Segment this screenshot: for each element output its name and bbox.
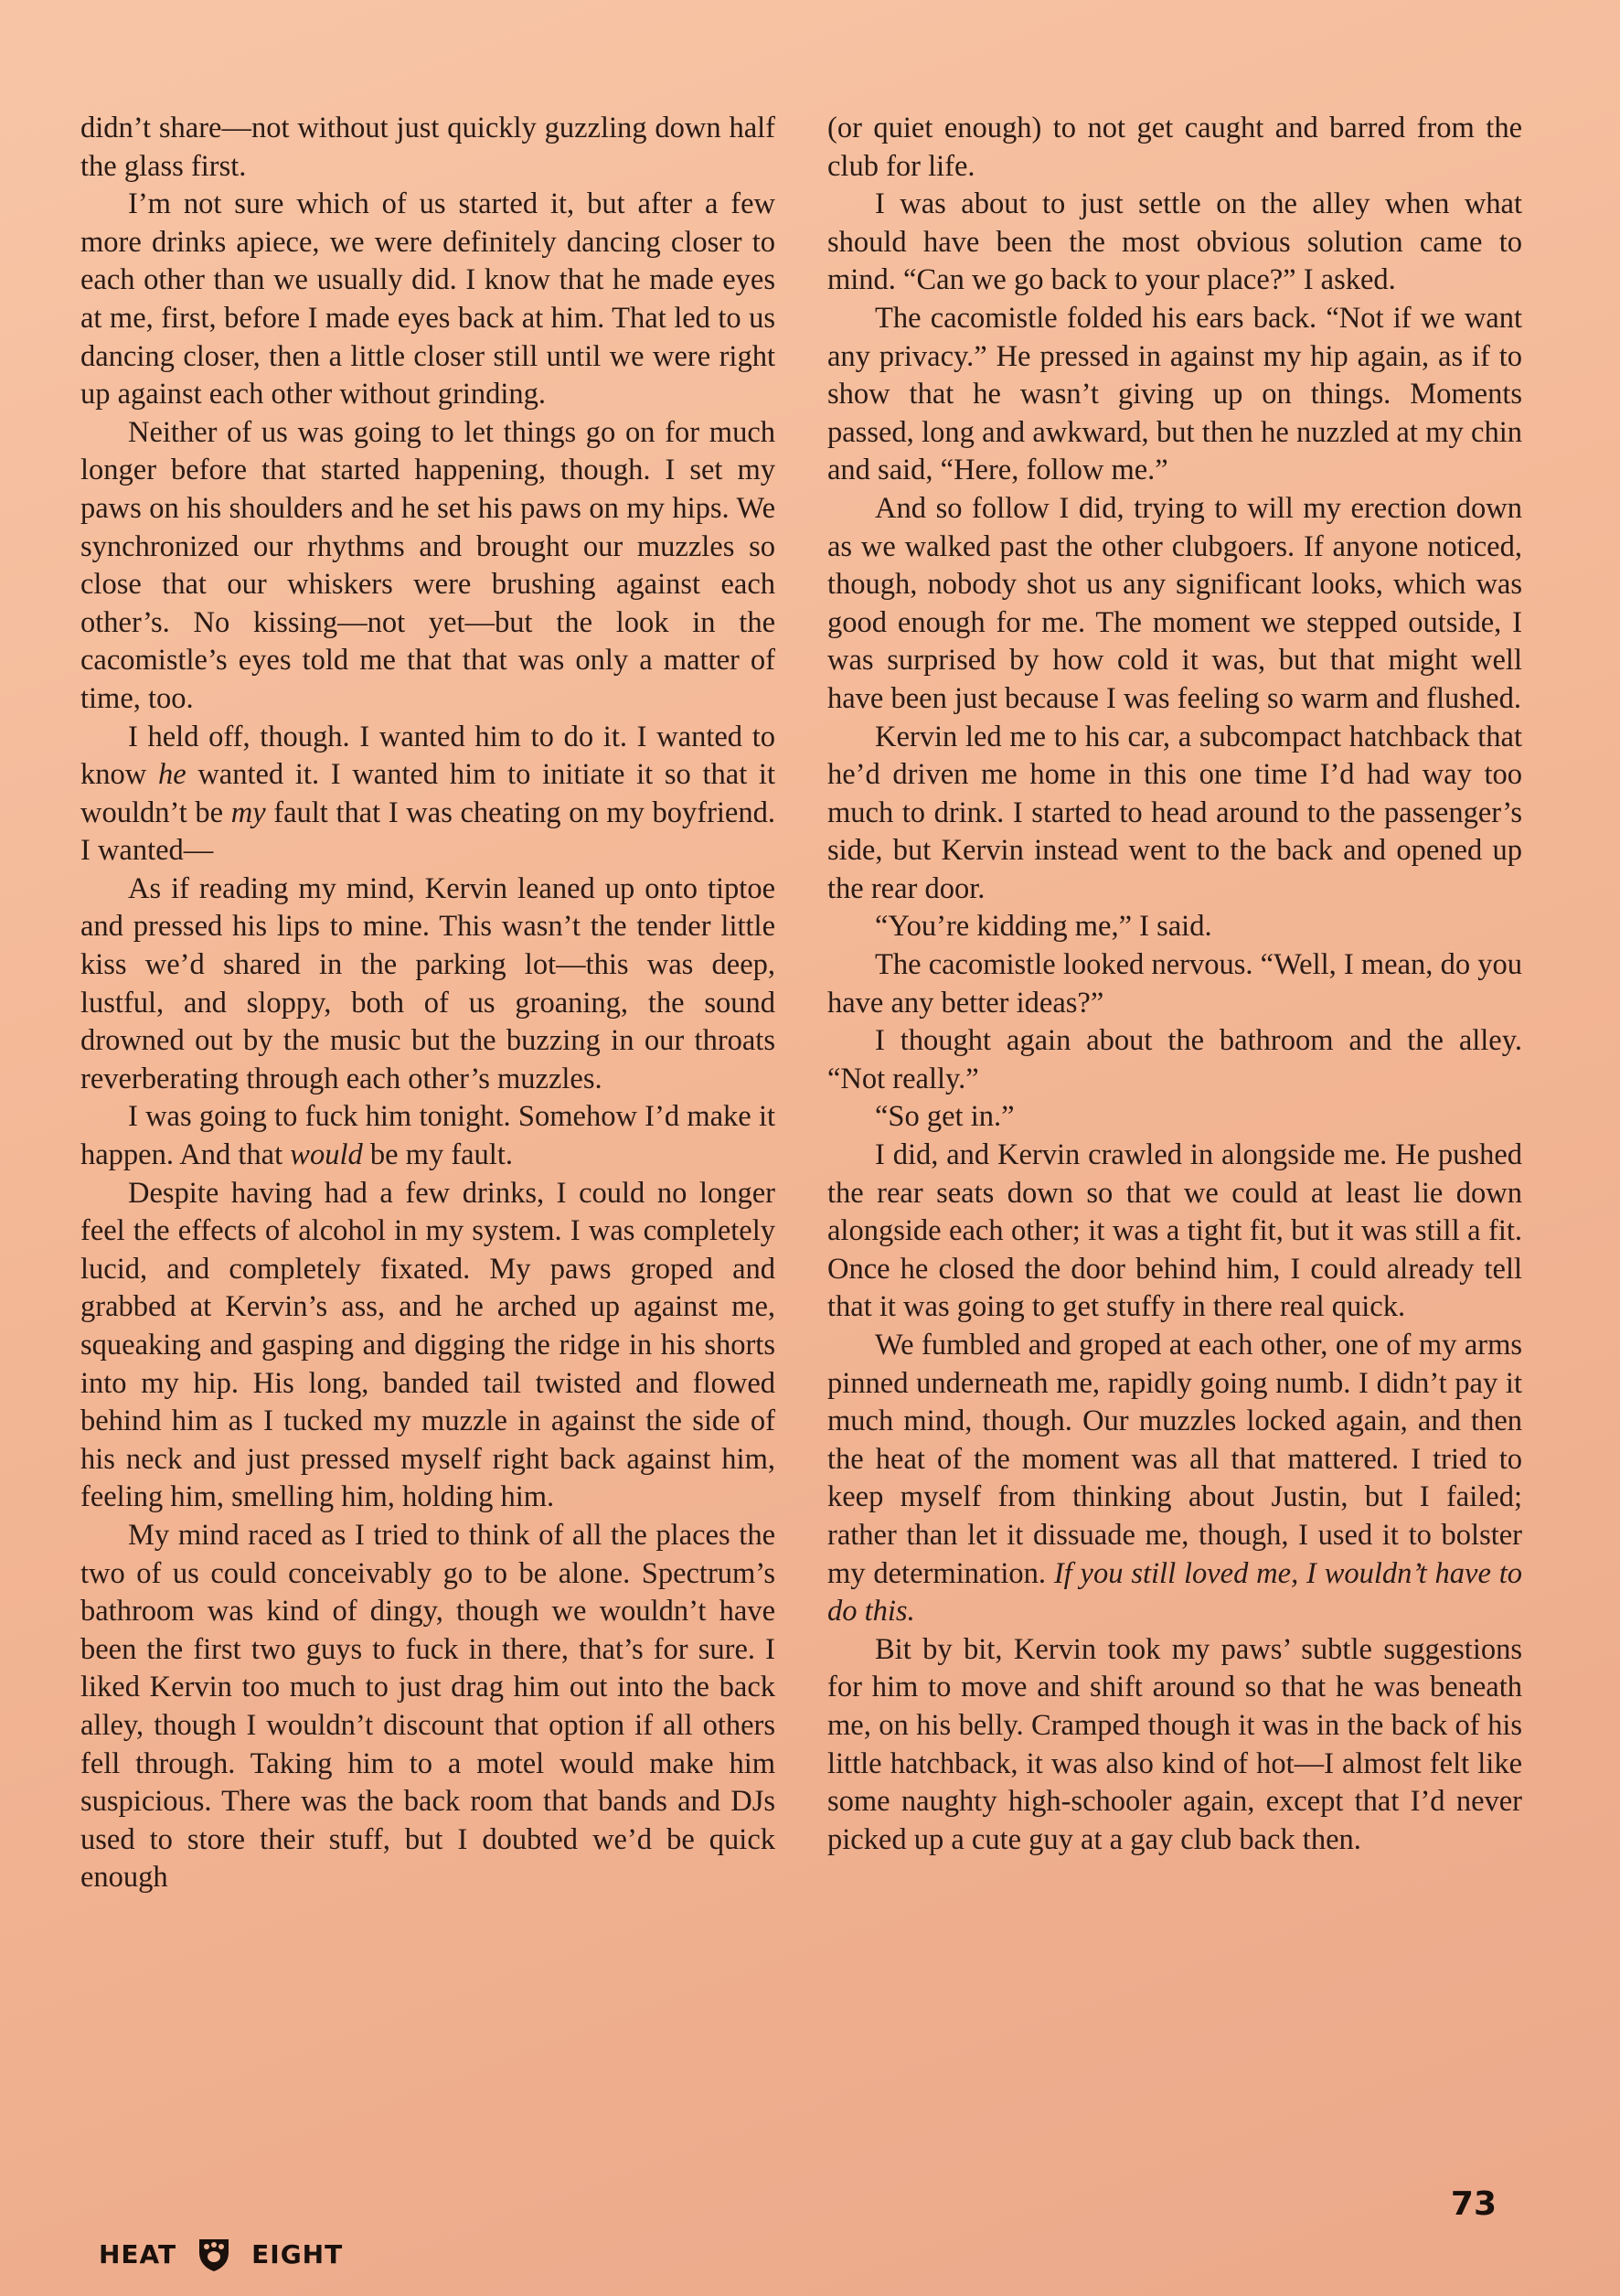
footer-imprint xyxy=(99,2236,343,2272)
paragraph: I’m not sure which of us started it, but after a few more drinks apiece, we were definitely dancing closer to each other than we usually did. I know that he made eyes at me, first, before I made eyes back at him. That led to us dancing closer, then a little closer still until we were right up against each other without grinding. xyxy=(80,187,775,411)
text-run: wanted it. I wanted him to initiate it so that it wouldn’t be xyxy=(80,758,775,829)
text-run: fault that I was cheating on my boyfriend. I wanted— xyxy=(80,796,775,868)
text-run: We fumbled and groped at each other, one of my arms pinned underneath me, rapidly going numb. I didn’t pay it much mind, though. Our muzzles locked again, and then the heat of the moment was all that mattered. I tried to keep myself from thinking about Justin, but I failed; rather than let it dissuade me, though, I used it to bolster my determination. xyxy=(827,1329,1522,1590)
italic-text: my xyxy=(230,796,266,829)
paragraph: I thought again about the bathroom and the alley. “Not really.” xyxy=(827,1024,1522,1095)
page-number: 73 xyxy=(1450,2185,1497,2223)
paragraph: Bit by bit, Kervin took my paws’ subtle suggestions for him to move and shift around so that he was beneath me, on his belly. Cramped though it was in the back of his little hatchback, it was also kind of hot—I almost felt like some naughty high-schooler again, except that I’d never picked up a cute guy at a gay club back then. xyxy=(827,1632,1522,1856)
imprint-word-heat: HEAT xyxy=(99,2238,177,2269)
left-column xyxy=(80,110,775,1897)
text-run: be my fault. xyxy=(362,1138,513,1172)
paragraph: (or quiet enough) to not get caught and barred from the club for life. xyxy=(827,112,1522,183)
paragraph: And so follow I did, trying to will my erection down as we walked past the other clubgoers. If anyone noticed, though, nobody shot us any significant looks, which was good enough for me. The moment we stepped outside, I was surprised by how cold it was, but that might well have been just because I was feeling so warm and flushed. xyxy=(827,491,1522,715)
paragraph: As if reading my mind, Kervin leaned up onto tiptoe and pressed his lips to mine. This wasn’t the tender little kiss we’d shared in the parking lot—this was deep, lustful, and sloppy, both of us groaning, the sound drowned out by the music but the buzzing in our throats reverberating through each other’s muzzles. xyxy=(80,871,775,1095)
paragraph: Kervin led me to his car, a subcompact hatchback that he’d driven me home in this one time I’d had way too much to drink. I started to head around to the passenger’s side, but Kervin instead went to the back and opened up the rear door. xyxy=(827,720,1522,905)
paragraph xyxy=(827,1327,1522,1631)
paragraph: Neither of us was going to let things go on for much longer before that started happening, though. I set my paws on his shoulders and he set his paws on my hips. We synchronized our rhythms and brought our muzzles so close that our whiskers were brushing against each other’s. No kissing—not yet—but the look in the cacomistle’s eyes told me that that was only a matter of time, too. xyxy=(80,415,775,715)
paw-shield-icon xyxy=(197,2236,231,2272)
paragraph: The cacomistle looked nervous. “Well, I mean, do you have any better ideas?” xyxy=(827,948,1522,1020)
paragraph: “You’re kidding me,” I said. xyxy=(875,910,1212,944)
imprint-word-eight: EIGHT xyxy=(251,2238,344,2269)
paragraph: Despite having had a few drinks, I could no longer feel the effects of alcohol in my system. I was completely lucid, and completely fixated. My paws groped and grabbed at Kervin’s ass, and he arched up against me, squeaking and gasping and digging the ridge in his shorts into my hip. His long, banded tail twisted and flowed behind him as I tucked my muzzle in against the side of his neck and just pressed myself right back against him, feeling him, smelling him, holding him. xyxy=(80,1176,775,1514)
italic-text: he xyxy=(157,758,187,792)
paragraph: The cacomistle folded his ears back. “Not if we want any privacy.” He pressed in against my hip again, as if to show that he wasn’t giving up on things. Moments passed, long and awkward, but then he nuzzled at my chin and said, “Here, follow me.” xyxy=(827,301,1522,487)
paragraph: “So get in.” xyxy=(875,1100,1015,1134)
paragraph: My mind raced as I tried to think of all the places the two of us could conceivably go to be alone. Spectrum’s bathroom was kind of dingy, though we wouldn’t have been the first two guys to fuck in there, that’s for sure. I liked Kervin too much to just drag him out into the back alley, though I wouldn’t discount that option if all others fell through. Taking him to a motel would make him suspicious. There was the back room that bands and DJs used to store their stuff, but I doubted we’d be quick enough xyxy=(80,1518,775,1895)
italic-text: If you still loved me, I wouldn’t have to do this. xyxy=(827,1556,1522,1629)
text-run: I was going to fuck him tonight. Somehow I’d make it happen. And that xyxy=(80,1100,775,1172)
italic-text: would xyxy=(290,1138,363,1172)
paragraph xyxy=(80,719,775,870)
text-run: I held off, though. I wanted him to do it. I wanted to know xyxy=(80,720,775,792)
paragraph: I did, and Kervin crawled in alongside me. He pushed the rear seats down so that we could at least lie down alongside each other; it was a tight fit, but it was still a fit. Once he closed the door behind him, I could already tell that it was going to get stuffy in there real quick. xyxy=(827,1138,1522,1324)
right-column xyxy=(827,110,1522,1859)
paragraph xyxy=(80,1098,775,1174)
paragraph: I was about to just settle on the alley when what should have been the most obvious solution came to mind. “Can we go back to your place?” I asked. xyxy=(827,187,1522,297)
paragraph: didn’t share—not without just quickly guzzling down half the glass first. xyxy=(80,112,775,183)
